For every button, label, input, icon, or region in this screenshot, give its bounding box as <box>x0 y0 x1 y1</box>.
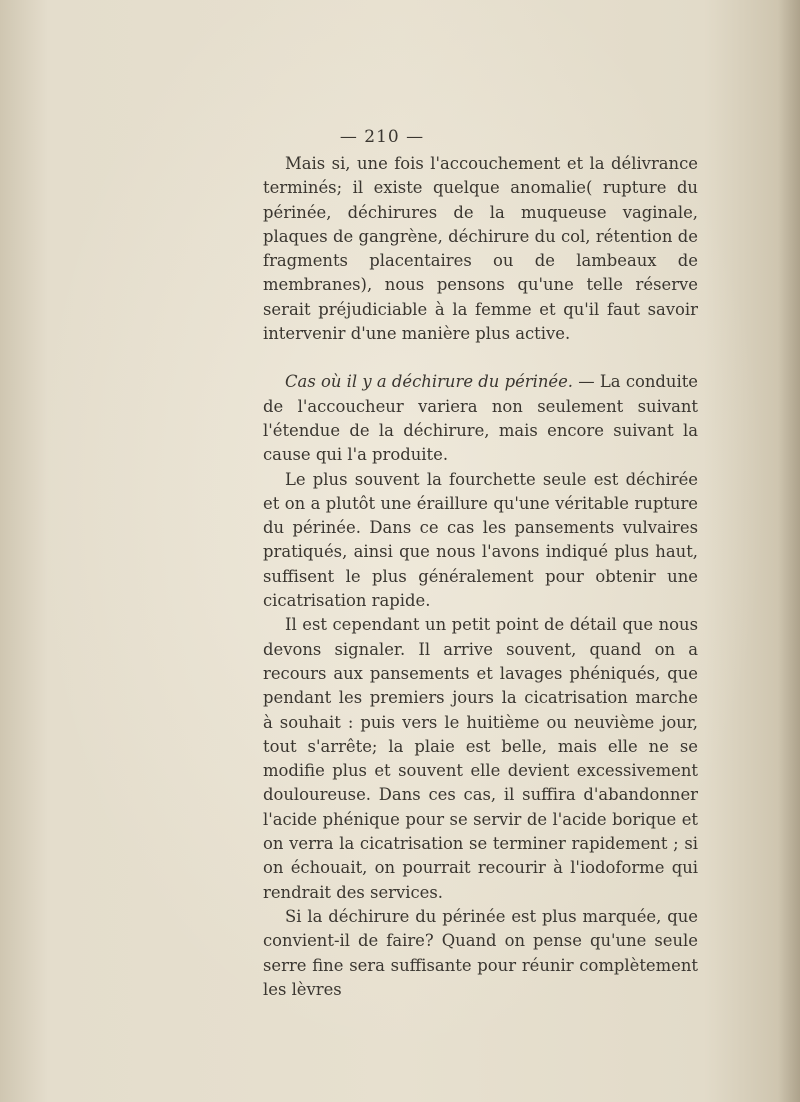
paragraph-section-heading <box>263 370 698 467</box>
page-edge-shadow <box>778 0 800 1102</box>
section-text: — La conduite de l'accoucheur variera non seulement suivant l'étendue de la déchirure, mais encore suivant la cause qui l'a produite. <box>263 372 699 465</box>
page-number: — 210 — <box>339 127 425 147</box>
paragraph-fourchette: Le plus souvent la fourchette seule est déchirée et on a plutôt une éraillure qu'une véritable rupture du périnée. Dans ce cas les pansements vulvaires pratiqués, ainsi que nous l'avons indiqué plus haut, suffisent le plus généralement pour obtenir une cicatrisation rapide. <box>263 469 698 611</box>
paragraph-serre-fine: Si la déchirure du périnée est plus marquée, que convient-il de faire? Quand on pense qu'une seule serre fine sera suffisante pour réunir complètement les lèvres <box>263 906 698 999</box>
paragraph-intro: Mais si, une fois l'accouchement et la délivrance terminés; il existe quelque anomalie( rupture du périnée, déchirures de la muqueuse vaginale, plaques de gangrène, déchirure du col, rétention de fragments placentaires ou de lambeaux de membranes), nous pensons qu'une telle réserve serait préjudiciable à la femme et qu'il faut savoir intervenir d'une manière plus active. <box>263 154 698 344</box>
body-text <box>263 152 698 1002</box>
paragraph-detail: Il est cependant un petit point de détail que nous devons signaler. Il arrive souvent, quand on a recours aux pansements et lavages phéniqués, que pendant les premiers jours la cicatrisation marche à souhait : puis vers le huitième ou neuvième jour, tout s'arrête; la plaie est belle, mais elle ne se modifie plus et souvent elle devient excessivement douloureuse. Dans ces cas, il suffira d'abandonner l'acide phénique pour se servir de l'acide borique et on verra la cicatrisation se terminer rapidement ; si on échouait, on pourrait recourir à l'iodoforme qui rendrait des services. <box>263 615 698 902</box>
section-title: Cas où il y a déchirure du périnée. <box>285 372 574 392</box>
paragraph-spacer <box>263 346 698 370</box>
